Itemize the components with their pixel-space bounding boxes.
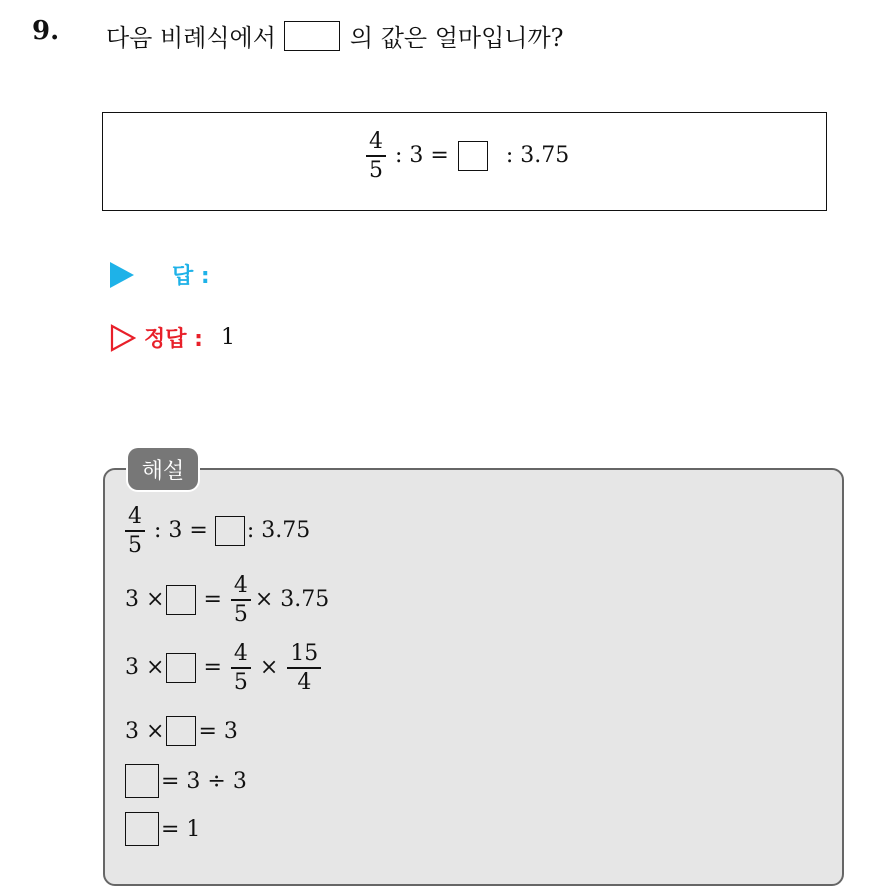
solution-line-4 [125,716,238,746]
correct-answer-value: 1 [220,325,235,350]
solution-text: × [259,655,279,681]
fraction-bar [366,155,386,157]
blank-box [125,812,159,846]
fraction-numerator: 4 [128,504,142,529]
solution-text: 3 × [125,587,165,613]
solution-line-6 [125,812,200,846]
blank-box [458,141,488,171]
solution-text: 3 × [125,655,165,681]
solution-text: : 3.75 [246,518,311,544]
answer-label: 답 : [172,264,210,289]
answer-line [110,259,210,290]
fraction-numerator: 15 [290,641,319,666]
solution-line-2 [125,574,329,626]
solution-text: = [203,655,222,681]
fraction-bar [231,667,251,669]
fraction-numerator: 4 [233,641,248,666]
blank-box [166,585,196,615]
fraction-denominator: 4 [297,669,312,695]
solution-text: = 1 [161,816,201,842]
fraction-numerator: 4 [369,129,383,154]
fraction-denominator: 5 [369,157,383,183]
blank-box [166,653,196,683]
solution-line-5 [125,764,247,798]
play-icon [110,262,134,288]
outline-play-icon [110,324,136,352]
solution-text: × 3.75 [254,587,330,613]
fraction-denominator: 5 [233,669,248,695]
fraction [125,505,145,557]
equation-part2: : 3.75 [505,143,570,169]
equation-part1: : 3 = [395,143,449,169]
fraction-bar [287,667,321,669]
fraction [231,642,251,694]
question-number: 9. [32,16,60,46]
fraction-numerator: 4 [233,573,248,598]
fraction-denominator: 5 [128,532,142,558]
solution-text: : 3 = [154,518,208,544]
solution-line-1 [125,505,310,557]
solution-text: = [203,587,222,613]
fraction-denominator: 5 [233,601,248,627]
fraction [287,642,321,694]
blank-box [166,716,196,746]
question-text-after: 의 값은 얼마입니까? [349,24,564,52]
fraction [231,574,251,626]
correct-answer-label: 정답 : [144,327,203,352]
blank-box [284,21,340,51]
question-text-before: 다음 비례식에서 [106,24,276,52]
fraction [366,130,386,182]
solution-text: = 3 [198,718,238,744]
blank-box [215,516,245,546]
equation [362,130,574,182]
blank-box [125,764,159,798]
solution-text: 3 × [125,718,165,744]
correct-answer-line [110,322,235,353]
solution-text: = 3 ÷ 3 [161,768,247,794]
solution-tab: 해설 [128,448,198,490]
fraction-bar [231,599,251,601]
solution-line-3 [125,642,325,694]
question-text [106,18,564,53]
fraction-bar [125,530,145,532]
